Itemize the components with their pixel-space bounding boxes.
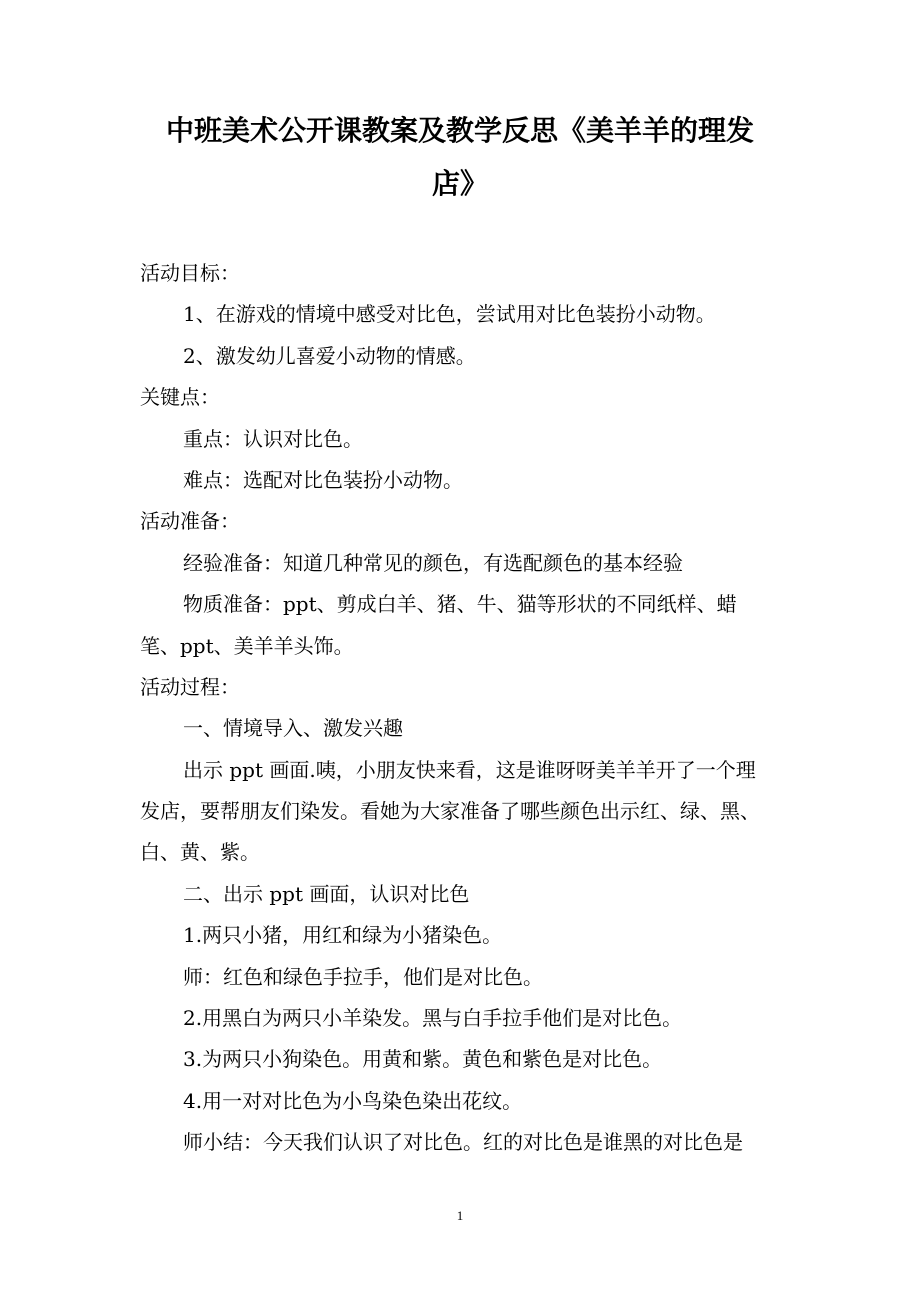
document-title-line-1: 中班美术公开课教案及教学反思《美羊羊的理发 <box>165 114 754 147</box>
document-title-line-2: 店》 <box>431 167 488 200</box>
paragraph-line: 1、在游戏的情境中感受对比色，尝试用对比色装扮小动物。 <box>183 302 716 327</box>
paragraph-line: 物质准备：ppt、剪成白羊、猪、牛、猫等形状的不同纸样、蜡 <box>183 592 737 617</box>
paragraph-line: 2、激发幼儿喜爱小动物的情感。 <box>183 343 476 368</box>
paragraph-line: 师：红色和绿色手拉手，他们是对比色。 <box>183 964 543 989</box>
paragraph-line: 笔、ppt、美羊羊头饰。 <box>140 633 354 658</box>
paragraph-line: 一、情境导入、激发兴趣 <box>183 716 403 741</box>
paragraph-line: 经验准备：知道几种常见的颜色，有选配颜色的基本经验 <box>183 550 683 575</box>
section-heading-goals: 活动目标： <box>140 261 240 285</box>
paragraph-line: 师小结：今天我们认识了对比色。红的对比色是谁黑的对比色是 <box>183 1130 743 1155</box>
section-heading-preparation: 活动准备： <box>140 509 240 534</box>
paragraph-line: 4.用一对对比色为小鸟染色染出花纹。 <box>183 1088 523 1113</box>
paragraph-line: 发店，要帮朋友们染发。看她为大家准备了哪些颜色出示红、绿、黑、 <box>140 799 760 824</box>
paragraph-line: 出示 ppt 画面.咦，小朋友快来看，这是谁呀呀美羊羊开了一个理 <box>183 757 756 782</box>
section-heading-key-points: 关键点： <box>140 385 220 410</box>
paragraph-line: 重点：认识对比色。 <box>183 426 363 451</box>
page-number: 1 <box>456 1208 464 1223</box>
paragraph-line: 白、黄、紫。 <box>140 840 260 865</box>
paragraph-line: 二、出示 ppt 画面，认识对比色 <box>183 881 470 906</box>
paragraph-line: 3.为两只小狗染色。用黄和紫。黄色和紫色是对比色。 <box>183 1047 663 1072</box>
document-body <box>140 253 788 1164</box>
paragraph-line: 难点：选配对比色装扮小动物。 <box>183 467 463 492</box>
paragraph-line: 2.用黑白为两只小羊染发。黑与白手拉手他们是对比色。 <box>183 1006 683 1031</box>
section-heading-process: 活动过程： <box>140 674 240 699</box>
paragraph-line: 1.两只小猪，用红和绿为小猪染色。 <box>183 923 503 948</box>
